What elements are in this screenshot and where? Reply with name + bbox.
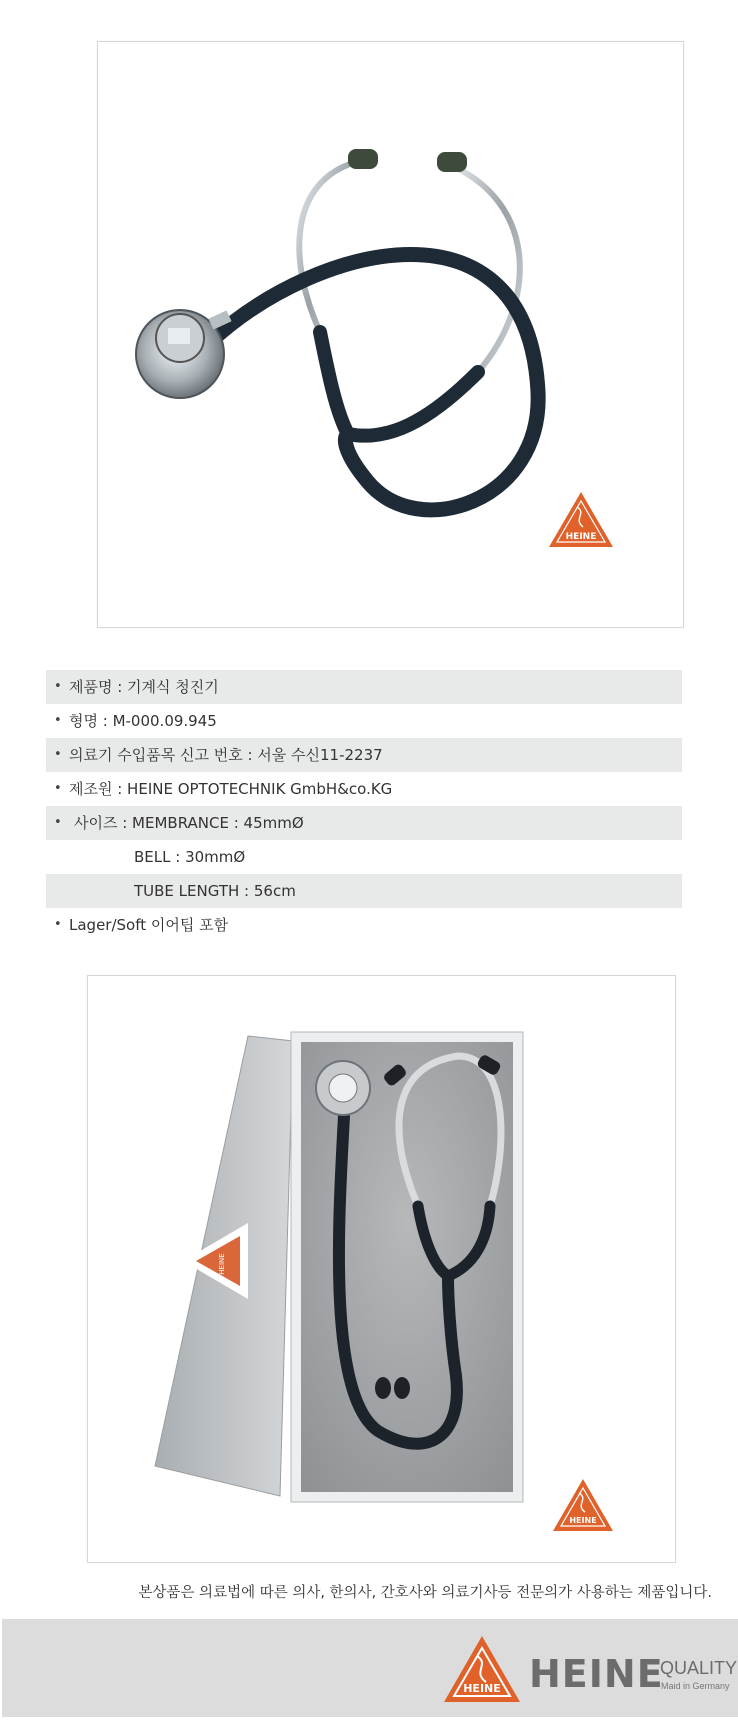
spec-row-tube-length: [46, 874, 682, 908]
svg-text:HEINE: HEINE: [565, 532, 597, 542]
made-in-label: Maid in Germany: [661, 1681, 730, 1691]
spec-row-product-name: [46, 670, 682, 704]
spec-row-model: [46, 704, 682, 738]
footer-brand-bar: [2, 1619, 738, 1717]
spec-text: • 의료기 수입품목 신고 번호 : 서울 수신11-2237: [69, 746, 383, 764]
spec-text: • 형명 : M-000.09.945: [69, 712, 217, 730]
spec-row-eartips: [46, 908, 682, 942]
product-photo-stethoscope: [97, 41, 684, 628]
svg-text:HEINE: HEINE: [218, 1253, 226, 1275]
spec-row-size: [46, 806, 682, 840]
spec-text: BELL : 30mmØ: [134, 848, 246, 866]
spec-text: TUBE LENGTH : 56cm: [134, 882, 296, 900]
brand-name: HEINE: [529, 1652, 664, 1696]
spare-eartip-icon: [394, 1377, 410, 1399]
heine-triangle-logo: [442, 1634, 522, 1704]
boxed-stethoscope-illustration: [88, 976, 676, 1563]
heine-triangle-logo: [549, 492, 613, 547]
spec-list: [46, 670, 682, 942]
ear-tip-icon: [348, 149, 378, 169]
quality-label: QUALITY: [660, 1658, 738, 1678]
svg-text:HEINE: HEINE: [569, 1516, 597, 1525]
spec-text: • 사이즈 : MEMBRANCE : 45mmØ: [74, 814, 304, 832]
spec-text: • 제조원 : HEINE OPTOTECHNIK GmbH&co.KG: [69, 780, 393, 798]
spec-text: • Lager/Soft 이어팁 포함: [69, 916, 229, 934]
spec-row-bell: [46, 840, 682, 874]
svg-text:HEINE: HEINE: [463, 1682, 501, 1695]
professional-use-notice: 본상품은 의료법에 따른 의사, 한의사, 간호사와 의료기사등 전문의가 사용하는 제품입니다.: [138, 1585, 712, 1601]
stethoscope-illustration: [98, 42, 684, 628]
spec-row-registration: [46, 738, 682, 772]
spare-eartip-icon: [375, 1377, 391, 1399]
spec-row-manufacturer: [46, 772, 682, 806]
product-photo-boxed: [87, 975, 676, 1563]
ear-tip-icon: [437, 152, 467, 172]
spec-text: • 제품명 : 기계식 청진기: [69, 678, 219, 696]
heine-triangle-logo: [553, 1479, 613, 1531]
